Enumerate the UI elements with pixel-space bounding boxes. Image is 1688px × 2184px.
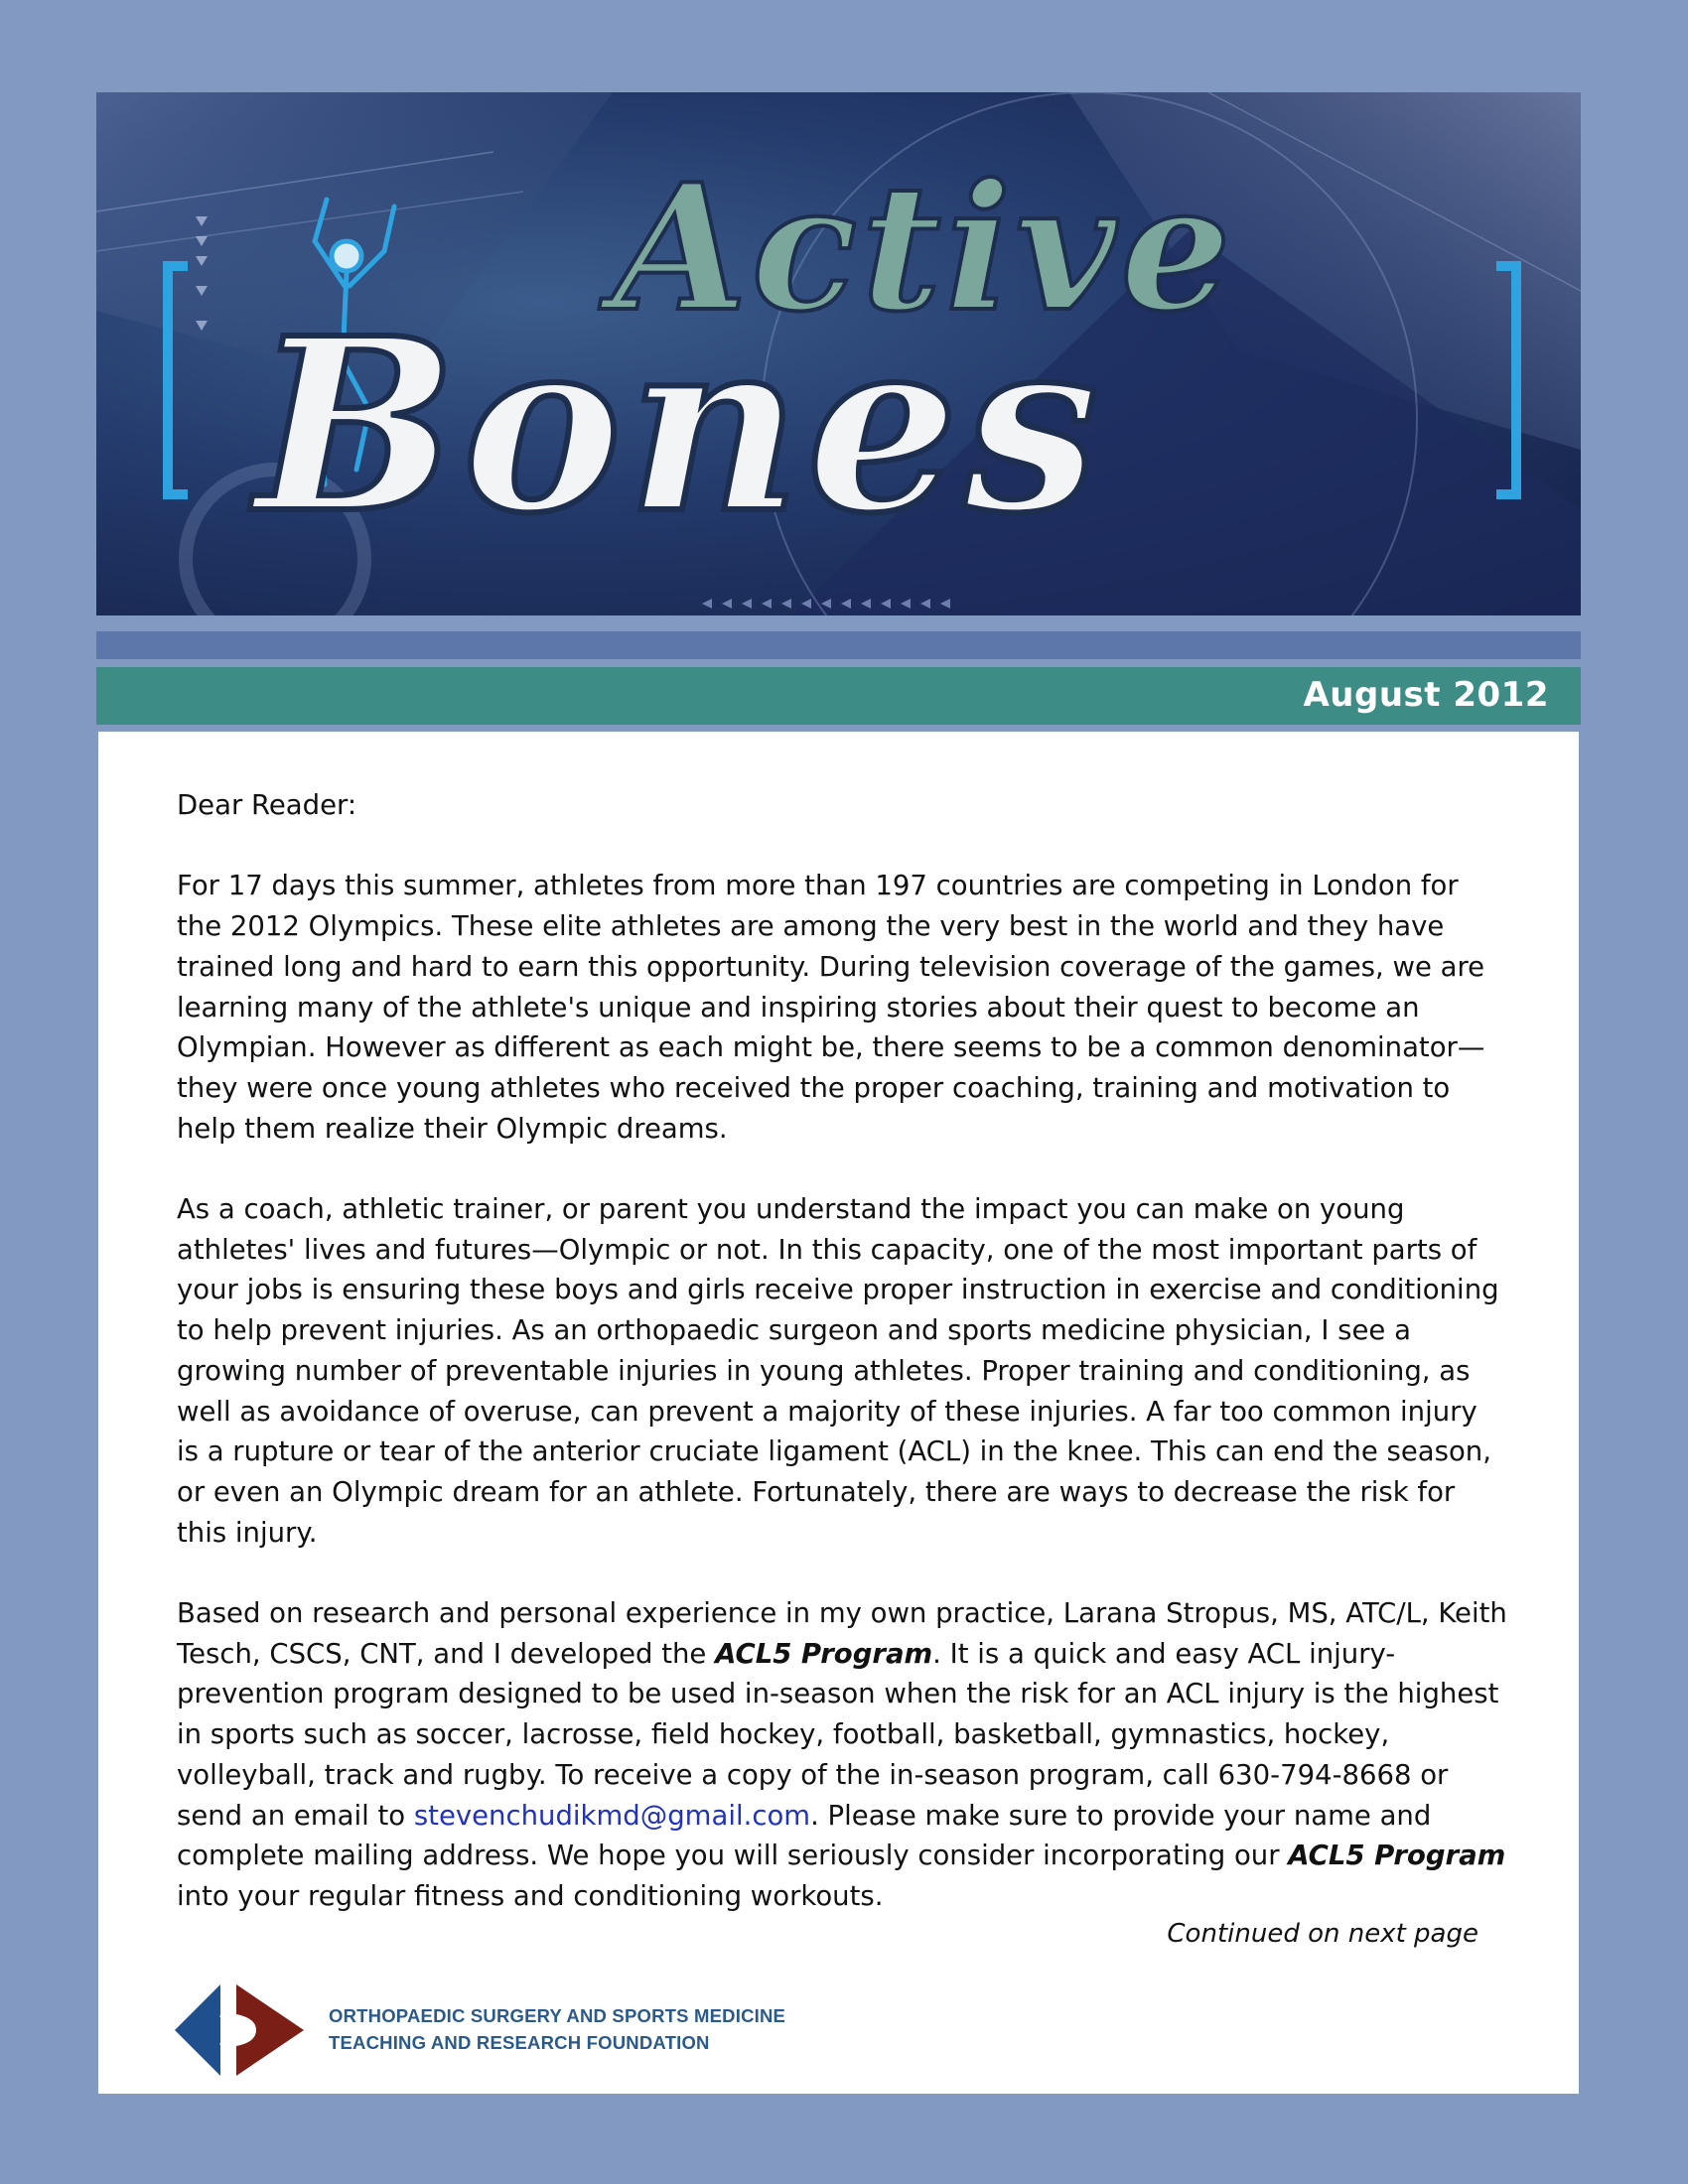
foundation-name-line2: TEACHING AND RESEARCH FOUNDATION [329, 2032, 710, 2053]
foundation-logo-icon [175, 1984, 304, 2076]
paragraph-3-part-b: . It is a quick and easy ACL injury-prevention program designed to be used in-season when the risk for an ACL injury is the highest in sports such as soccer, lacrosse, field hockey, football, basketball, gymnastics, hockey, volleyball, track and rugby. To receive a copy of the in-season program, call 630-794-8668 or send an email to [177, 1637, 1499, 1832]
foundation-name [329, 2002, 785, 2056]
salutation: Dear Reader: [177, 789, 357, 821]
masthead-title-line1: Active [613, 147, 1235, 350]
letter-body [177, 785, 1507, 1957]
masthead-banner [96, 92, 1581, 615]
header-divider [96, 631, 1581, 659]
masthead-artwork [96, 92, 1581, 615]
foundation-name-line1: ORTHOPAEDIC SURGERY AND SPORTS MEDICINE [329, 2005, 786, 2026]
program-name-repeat: ACL5 Program [1288, 1840, 1506, 1872]
program-name: ACL5 Program [715, 1637, 933, 1670]
masthead-title-line2: Bones [255, 286, 1105, 566]
paragraph-1: For 17 days this summer, athletes from more than 197 countries are competing in London for the 2012 Olympics. These elite athletes are among the very best in the world and they have trained long and hard to earn this opportunity. During television coverage of the games, we are learning many of the athlete's unique and inspiring stories about their quest to become an Olympian. However as different as each might be, there seems to be a common denominator—they were once young athletes who received the proper coaching, training and motivation to help them realize their Olympic dreams. [177, 870, 1485, 1145]
letter-page [98, 732, 1579, 2094]
issue-bar [96, 667, 1581, 725]
issue-date: August 2012 [1303, 675, 1549, 715]
email-link[interactable]: stevenchudikmd@gmail.com [413, 1799, 811, 1832]
paragraph-3-part-d: into your regular fitness and conditioning workouts. [177, 1879, 884, 1912]
paragraph-3 [177, 1593, 1507, 1917]
paragraph-2: As a coach, athletic trainer, or parent you understand the impact you can make on young athletes' lives and futures—Olympic or not. In this capacity, one of the most important parts of your jobs is ensuring these boys and girls receive proper instruction in exercise and conditioning to help prevent injuries. As an orthopaedic surgeon and sports medicine physician, I see a growing number of preventable injuries in young athletes. Proper training and conditioning, as well as avoidance of overuse, can prevent a majority of these injuries. A far too common injury is a rupture or tear of the anterior cruciate ligament (ACL) in the knee. This can end the season, or even an Olympic dream for an athlete. Fortunately, there are ways to decrease the risk for this injury. [177, 1193, 1499, 1549]
continued-note: Continued on next page [1167, 1919, 1478, 1949]
paragraph-3-part-a: Based on research and personal experience in my own practice, Larana Stropus, MS, ATC/L, Keith Tesch, CSCS, CNT, and I developed the [177, 1597, 1507, 1670]
paragraph-3-part-c: . Please make sure to provide your name and complete mailing address. We hope you will seriously consider incorporating our [177, 1799, 1432, 1872]
